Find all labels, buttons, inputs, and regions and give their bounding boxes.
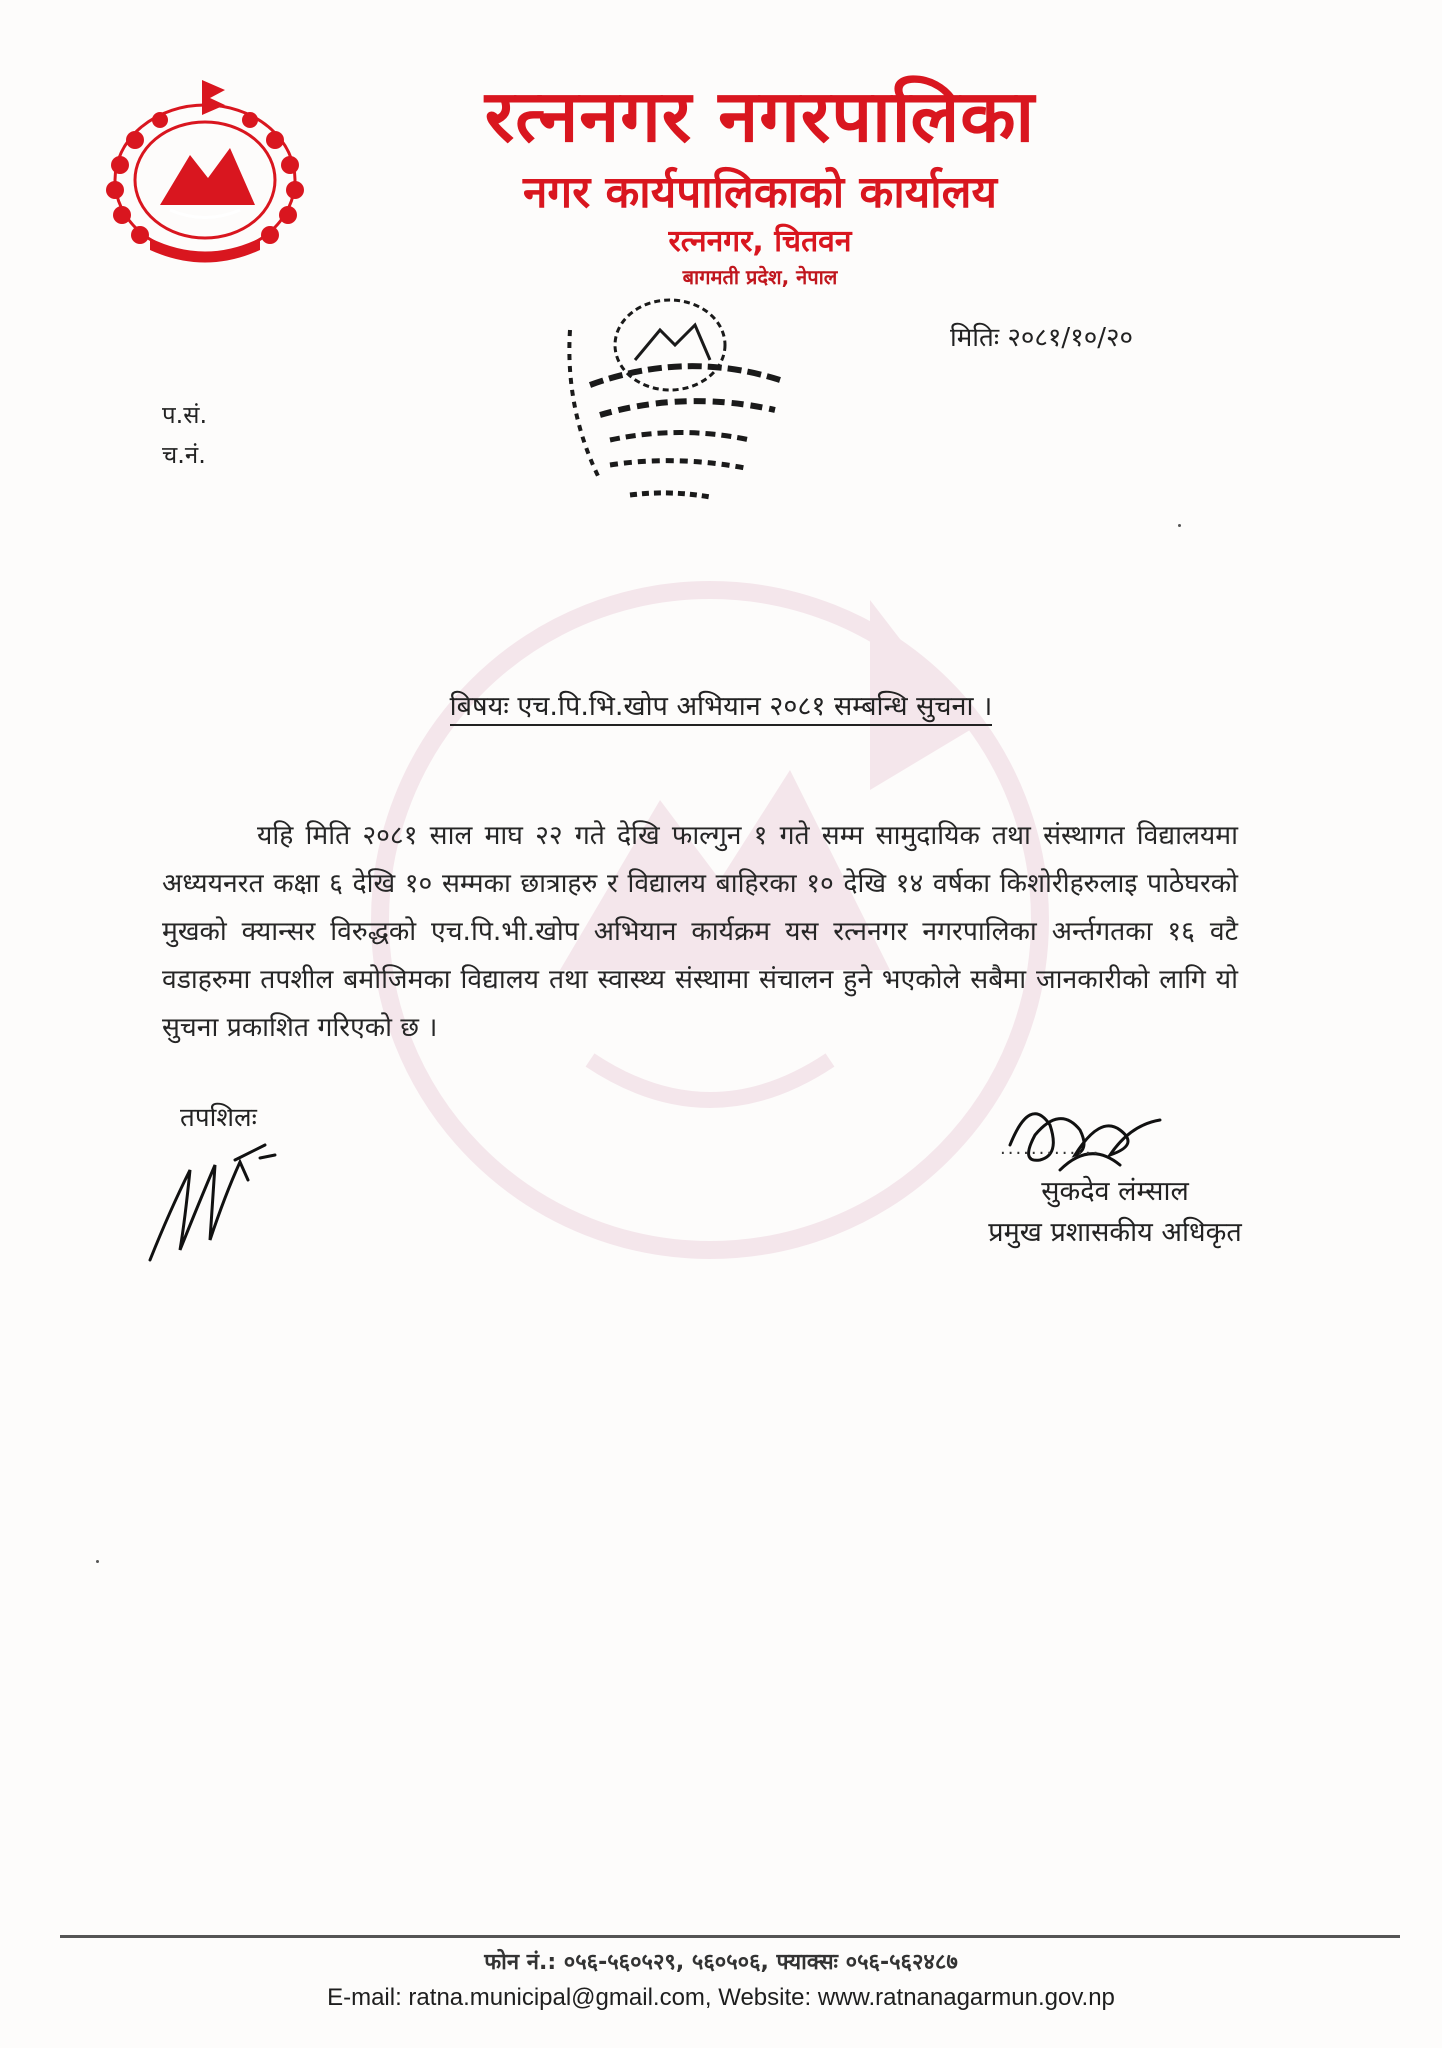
dispatch-number-label: च.नं. (162, 441, 206, 469)
letter-number-label: प.सं. (162, 401, 208, 429)
office-seal-stamp-icon (560, 290, 810, 535)
office-name: नगर कार्यपालिकाको कार्यालय (523, 167, 997, 218)
schedule-label: तपशिलः (180, 1103, 257, 1133)
signatory-title: प्रमुख प्रशासकीय अधिकृत (988, 1217, 1242, 1248)
footer-divider (60, 1935, 1400, 1938)
paper-speck (96, 1560, 99, 1563)
office-location: रत्ननगर, चितवन (668, 224, 852, 259)
footer-contact: E-mail: ratna.municipal@gmail.com, Website: www.ratnanagarmun.gov.np (327, 1984, 1115, 2011)
footer-phone: फोन नं.: ०५६-५६०५२९, ५६०५०६, फ्याक्सः ०५६-५६२४८७ (484, 1950, 958, 1975)
initials-signature-icon (140, 1140, 290, 1270)
letter-date: मितिः २०८१/१०/२० (950, 323, 1134, 353)
paper-speck (1178, 524, 1181, 527)
province-country: बागमती प्रदेश, नेपाल (682, 265, 838, 289)
subject-line (0, 686, 1442, 723)
signature-dots: ............. (1000, 1138, 1101, 1159)
municipality-name: रत्ननगर नगरपालिका (484, 74, 1036, 158)
nepal-government-emblem-icon (90, 70, 320, 265)
signature-icon (990, 1085, 1170, 1175)
letterhead (330, 70, 1190, 292)
signatory-block (955, 1172, 1275, 1254)
reference-block (162, 395, 207, 475)
signatory-name: सुकदेव लंम्साल (1041, 1176, 1189, 1207)
subject-text: बिषयः एच.पि.भि.खोप अभियान २०८१ सम्बन्धि सुचना । (450, 691, 993, 726)
notice-body: यहि मिति २०८१ साल माघ २२ गते देखि फाल्गुन १ गते सम्म सामुदायिक तथा संस्थागत विद्यालयमा अध्ययनरत कक्षा ६ देखि १० सम्मका छात्राहरु र विद्यालय बाहिरका १० देखि १४ वर्षका किशोरीहरुलाइ पाठेघरको मुखको क्यान्सर विरुद्धको एच.पि.भी.खोप अभियान कार्यक्रम यस रत्ननगर नगरपालिका अर्न्तगतका १६ वटै वडाहरुमा तपशील बमोजिमका विद्यालय तथा स्वास्थ्य संस्थामा संचालन हुने भएकोले सबैमा जानकारीको लागि यो सुचना प्रकाशित गरिएको छ । (162, 820, 1238, 1043)
